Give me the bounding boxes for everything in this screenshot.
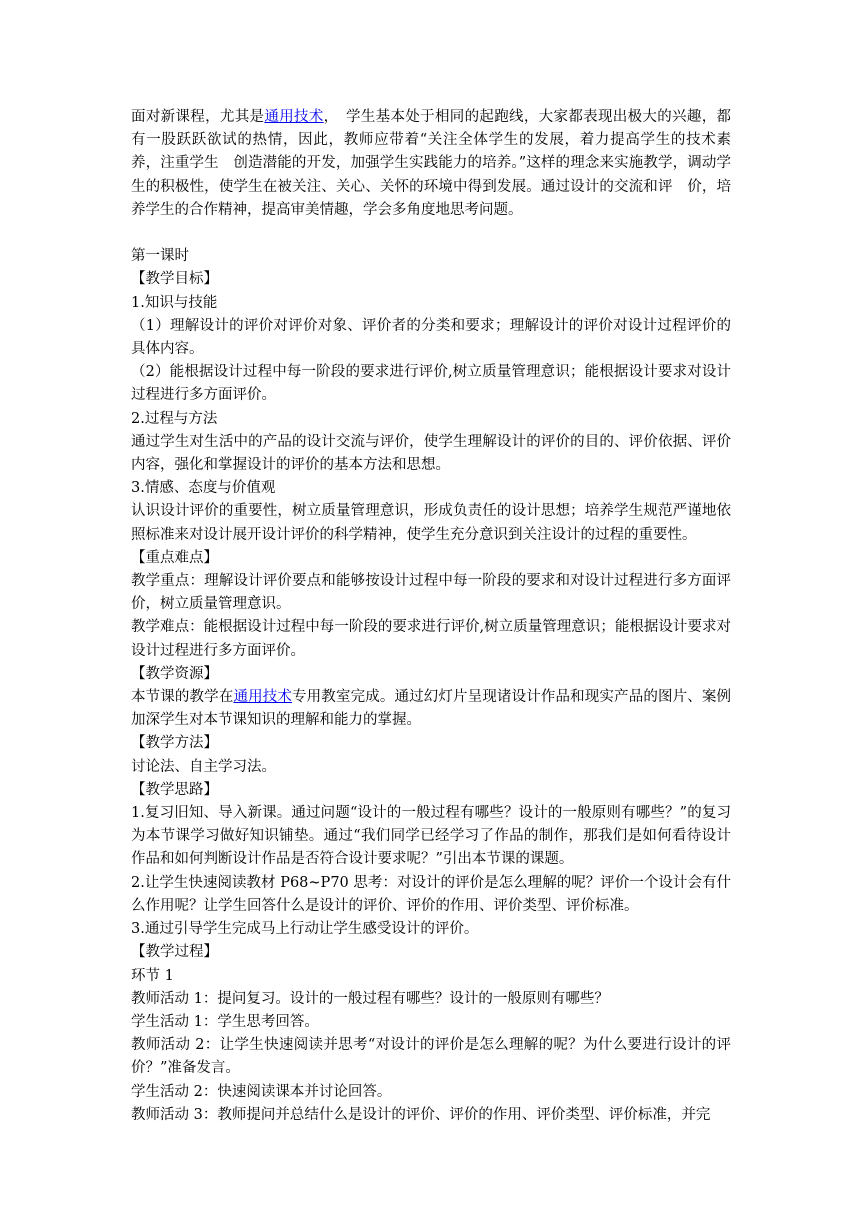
lesson-title: 第一课时 [131, 248, 189, 265]
goals-subheading-process: 2.过程与方法 [131, 410, 218, 427]
intro-text-start: 面对新课程，尤其是 [131, 109, 265, 125]
goals-subheading-knowledge: 1.知识与技能 [131, 294, 218, 311]
general-technology-link-2[interactable]: 通用技术 [233, 689, 293, 706]
teacher-activity-2: 教师活动 2：让学生快速阅读并思考“对设计的评价是怎么理解的呢？为什么要进行设计的评价？”准备发言。 [131, 1037, 731, 1077]
key-point-text: 教学重点：理解设计评价要点和能够按设计过程中每一阶段的要求和对设计过程进行多方面评价，树立质量管理意识。 [131, 573, 731, 613]
intro-paragraph [131, 106, 731, 222]
ideas-item-2: 2.让学生快速阅读教材 P68~P70 思考：对设计的评价是怎么理解的呢？评价一个设计会有什么作用呢？让学生回答什么是设计的评价、评价的作用、评价类型、评价标准。 [131, 874, 731, 914]
difficulty-text: 教学难点：能根据设计过程中每一阶段的要求进行评价,树立质量管理意识；能根据设计要求对设计过程进行多方面评价。 [131, 619, 731, 659]
goals-heading: 【教学目标】 [131, 271, 218, 288]
general-technology-link[interactable]: 通用技术 [264, 109, 324, 125]
student-activity-1: 学生活动 1：学生思考回答。 [131, 1013, 319, 1030]
resources-text-end: 专用教室完成。通过幻灯片呈现诸设计作品和现实产品的图片、案例加深学生对本节课知识的理解和能力的掌握。 [131, 689, 732, 729]
blank-line [131, 222, 731, 245]
resources-text-start: 本节课的教学在 [131, 689, 234, 706]
resources-paragraph [131, 686, 731, 732]
goals-item-4: 认识设计评价的重要性，树立质量管理意识，形成负责任的设计思想；培养学生规范严谨地依照标准来对设计展开设计评价的科学精神，使学生充分意识到关注设计的过程的重要性。 [131, 503, 731, 543]
document-page [131, 106, 731, 1127]
process-stage-label: 环节 1 [131, 967, 174, 984]
goals-item-3: 通过学生对生活中的产品的设计交流与评价，使学生理解设计的评价的目的、评价依据、评价内容，强化和掌握设计的评价的基本方法和思想。 [131, 433, 731, 474]
methods-text: 讨论法、自主学习法。 [131, 758, 276, 775]
goals-item-2: （2）能根据设计过程中每一阶段的要求进行评价,树立质量管理意识；能根据设计要求对设计过程进行多方面评价。 [131, 364, 731, 404]
ideas-item-1: 1.复习旧知、导入新课。通过问题“设计的一般过程有哪些？设计的一般原则有哪些？”的复习为本节课学习做好知识铺垫。通过“我们同学已经学习了作品的制作，那我们是如何看待设计作品和如何判断设计作品是否符合设计要求呢？”引出本节课的课题。 [131, 805, 731, 868]
goals-item-1: （1）理解设计的评价对评价对象、评价者的分类和要求；理解设计的评价对设计过程评价的具体内容。 [131, 317, 731, 358]
student-activity-2: 学生活动 2：快速阅读课本并讨论回答。 [131, 1083, 392, 1100]
resources-heading: 【教学资源】 [131, 665, 218, 682]
ideas-item-3: 3.通过引导学生完成马上行动让学生感受设计的评价。 [131, 921, 479, 938]
intro-text-end: ， 学生基本处于相同的起跑线，大家都表现出极大的兴趣，都有一股跃跃欲试的热情，因此，教师应带着“关注全体学生的发展，着力提高学生的技术素养，注重学生 创造潜能的开发，加强学生实践能力的培养。”这样的理念来实施教学，调动学生的积极性，使学生在被关注、关心、关怀的环境中得到发展。通过设计的交流和评 价，培养学生的合作精神，提高审美情趣，学会多角度地思考问题。 [131, 109, 732, 218]
process-heading: 【教学过程】 [131, 944, 218, 961]
methods-heading: 【教学方法】 [131, 735, 218, 752]
teacher-activity-3: 教师活动 3：教师提问并总结什么是设计的评价、评价的作用、评价类型、评价标准，并完 [131, 1106, 711, 1123]
teacher-activity-1: 教师活动 1：提问复习。设计的一般过程有哪些？设计的一般原则有哪些？ [131, 990, 609, 1007]
key-points-heading: 【重点难点】 [131, 549, 218, 566]
ideas-heading: 【教学思路】 [131, 781, 218, 798]
goals-subheading-attitude: 3.情感、态度与价值观 [131, 480, 276, 497]
